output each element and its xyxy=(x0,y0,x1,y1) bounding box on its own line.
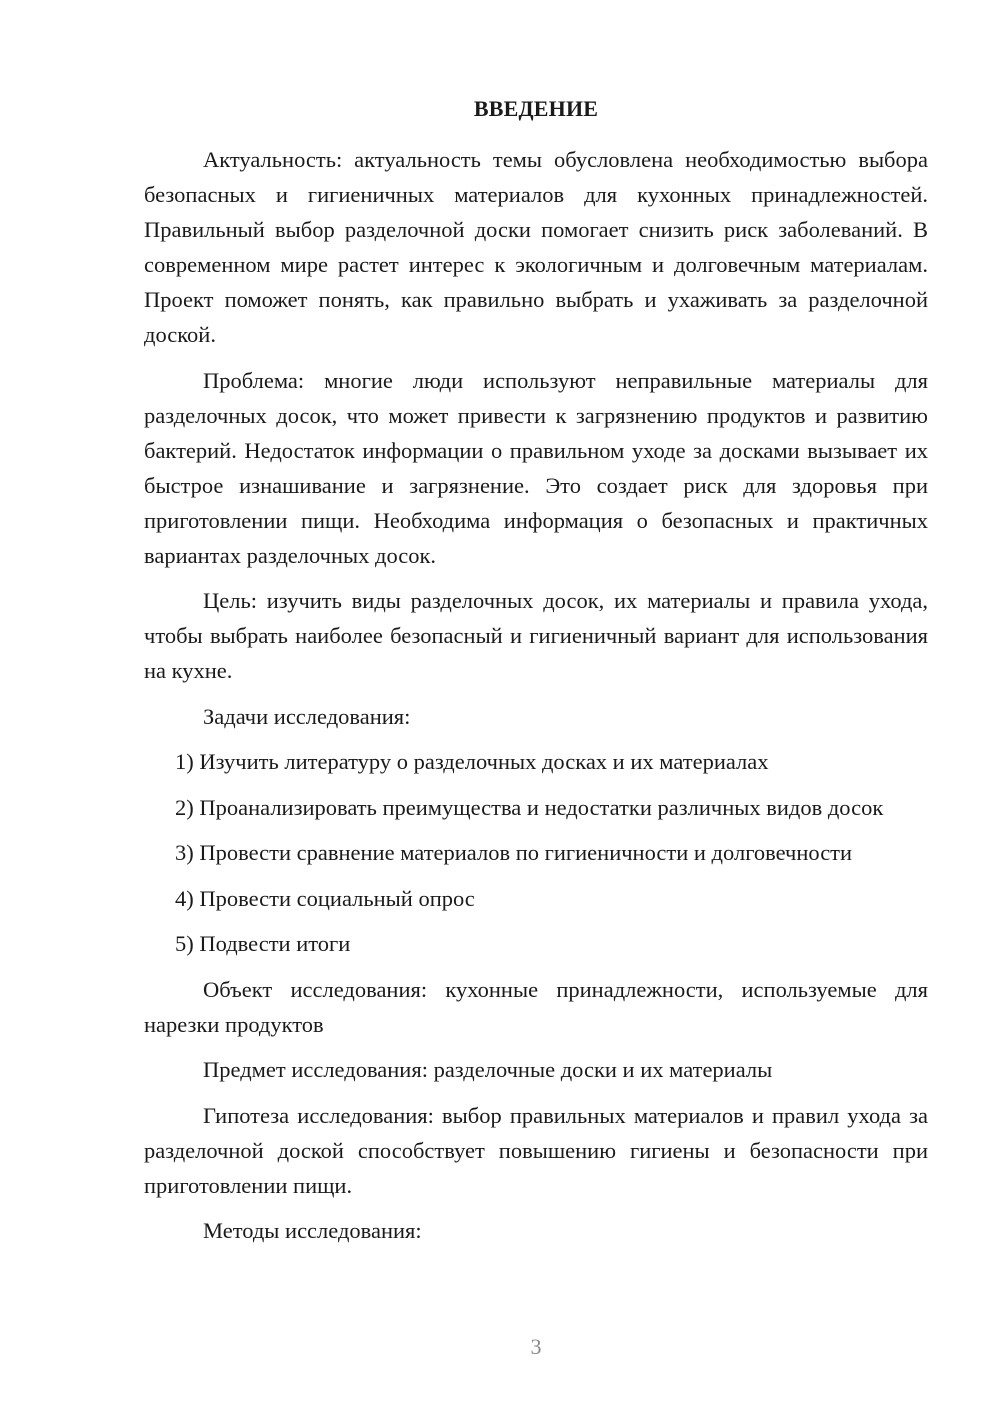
task-item-5: 5) Подвести итоги xyxy=(175,931,351,956)
task-item-3: 3) Провести сравнение материалов по гигиеничности и долговечности xyxy=(175,840,853,865)
paragraph-tasks-heading: Задачи исследования: xyxy=(203,703,411,729)
paragraph-goal: Цель: изучить виды разделочных досок, их материалы и правила ухода, чтобы выбрать наиболее безопасный и гигиеничный вариант для использования на кухне. xyxy=(144,588,928,683)
paragraph-methods: Методы исследования: xyxy=(203,1218,422,1243)
paragraph-problem: Проблема: многие люди используют неправильные материалы для разделочных досок, что может привести к загрязнению продуктов и развитию бактерий. Недостаток информации о правильном уходе за досками вызывает их быстрое изнашивание и загрязнение. Это создает риск для здоровья при приготовлении пищи. Необходима информация о безопасных и практичных вариантах разделочных досок. xyxy=(144,367,928,568)
paragraph-object: Объект исследования: кухонные принадлежности, используемые для нарезки продуктов xyxy=(144,976,928,1037)
task-item-4: 4) Провести социальный опрос xyxy=(175,885,475,911)
paragraph-hypothesis: Гипотеза исследования: выбор правильных материалов и правил ухода за разделочной доской способствует повышению гигиены и безопасности при приготовлении пищи. xyxy=(144,1102,928,1198)
task-item-2: 2) Проанализировать преимущества и недостатки различных видов досок xyxy=(175,794,884,820)
document-body xyxy=(144,142,928,1259)
page-heading: ВВЕДЕНИЕ xyxy=(473,96,599,121)
paragraph-relevance: Актуальность: актуальность темы обусловлена необходимостью выбора безопасных и гигиеничных материалов для кухонных принадлежностей. Правильный выбор разделочной доски помогает снизить риск заболеваний. В современном мире растет интерес к экологичным и долговечным материалам. Проект поможет понять, как правильно выбрать и ухаживать за разделочной доской. xyxy=(144,147,928,347)
paragraph-subject: Предмет исследования: разделочные доски и их материалы xyxy=(203,1057,773,1082)
page-number: 3 xyxy=(530,1334,542,1359)
task-item-1: 1) Изучить литературу о разделочных досках и их материалах xyxy=(175,749,769,774)
